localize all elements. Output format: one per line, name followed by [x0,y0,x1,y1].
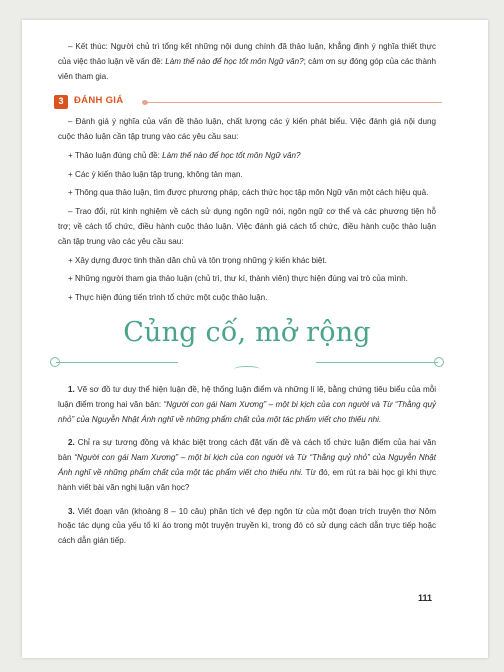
question-2-text: Chỉ ra sự tương đồng và khác biệt trong cách đặt vấn đề và cách tổ chức luận điểm của hai văn bản [58,438,436,463]
eval-requirement-1: + Xây dựng được tinh thần dân chủ và tôn trọng những ý kiến khác biệt. [68,255,327,265]
section-divider [142,102,442,103]
intro-ending-suffix: ; cảm ơn sự đóng góp của các thành viên tham gia. [58,56,436,81]
eval-criterion-1 [58,149,436,164]
question-3-text: Viết đoạn văn (khoảng 8 – 10 câu) phân tích vẻ đẹp ngôn từ của một đoạn trích truyện thơ Nôm hoặc tác dụng của yếu tố kì ảo trong một truyện truyền kì, trong đó có sử dụng cách dẫn trực tiếp hoặc cách dẫn gián tiếp. [58,506,436,546]
question-1 [58,383,436,427]
eval-paragraph-2: – Trao đổi, rút kinh nghiệm về cách sử dụng ngôn ngữ nói, ngôn ngữ cơ thể và các phương tiện hỗ trợ; về cách tổ chức, điều hành cuộc thảo luận. Việc đánh giá cách tổ chức, điều hành cuộc thảo luận cần tập trung vào các yêu cầu sau: [58,207,436,246]
page-content [58,40,436,549]
question-2 [58,436,436,495]
eval-criterion-1-topic: Làm thế nào để học tốt môn Ngữ văn? [162,150,301,160]
section-heading [54,94,436,109]
eval-requirement-3: + Thực hiện đúng tiến trình tổ chức một cuộc thảo luận. [68,293,268,303]
intro-ending-topic: Làm thế nào để học tốt môn Ngữ văn? [165,56,304,66]
ornament-left-line [56,362,178,363]
question-1-italic: “Người con gái Nam Xương” – một bi kịch của con người và Từ “Thằng quỷ nhỏ” của Nguyễn Nhật Ánh nghĩ về những phẩm chất của một tác phẩm viết cho thiếu nhi. [58,399,437,424]
question-2-tail: Từ đó, em rút ra bài học gì khi thực hành viết bài văn nghị luận văn học? [58,467,436,492]
consolidation-heading [58,316,436,374]
intro-ending-prefix: – Kết thúc: Người chủ trì tổng kết những nội dung chính đã thảo luận, khẳng định ý nghĩa thiết thực của việc thảo luận về vấn đề: [58,42,436,66]
eval-criterion-1-prefix: + Thảo luận đúng chủ đề: [68,150,163,160]
question-1-text: Vẽ sơ đồ tư duy thể hiện luận đề, hệ thống luận điểm và những lí lẽ, bằng chứng tiêu biểu của mỗi luận điểm trong hai văn bản: [58,384,436,409]
ornament-right-line [316,362,438,363]
question-2-number: 2. [68,438,75,448]
question-3 [58,505,436,549]
question-1-number: 1. [68,384,75,394]
consolidation-title: Củng cố, mở rộng [123,316,371,348]
eval-criterion-3: + Thông qua thảo luận, tìm được phương pháp, cách thức học tập môn Ngữ văn một cách hiệu quả. [68,188,429,198]
ornament-center-icon [234,366,260,372]
section-title: ĐÁNH GIÁ [74,95,124,107]
eval-criterion-2: + Các ý kiến thảo luận tập trung, không tản mạn. [68,169,243,179]
question-3-number: 3. [68,506,75,516]
page-number: 111 [418,593,433,603]
intro-ending-paragraph [58,40,436,84]
eval-requirement-2: + Những người tham gia thảo luận (chủ trì, thư kí, thành viên) thực hiện đúng vai trò của mình. [68,274,408,284]
section-number: 3 [54,95,68,109]
question-2-italic: “Người con gái Nam Xương” – một bi kịch của con người và Từ “Thằng quỷ nhỏ” của Nguyễn Nhật Ánh nghĩ về những phẩm chất của một tác phẩm viết cho thiếu nhi. [58,453,436,477]
ornament-right-icon [434,357,444,367]
eval-paragraph-1: – Đánh giá ý nghĩa của vấn đề thảo luận, chất lượng các ý kiến phát biểu. Việc đánh giá nội dung cuộc thảo luận cần tập trung vào các yêu cầu sau: [58,117,436,141]
